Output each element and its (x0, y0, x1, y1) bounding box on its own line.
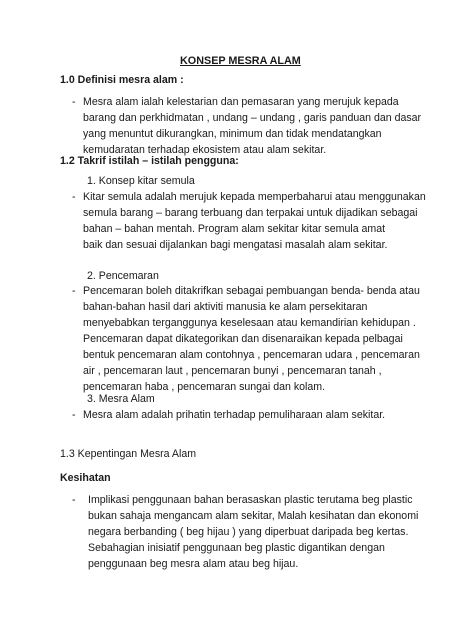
paragraph-line: bukan sahaja mengancam alam sekitar, Malah kesihatan dan ekonomi (88, 510, 419, 522)
paragraph-line: air , pencemaran laut , pencemaran bunyi , pencemaran tanah , (83, 365, 382, 377)
section-1-2-heading: 1.2 Takrif istilah – istilah pengguna: (60, 155, 239, 167)
section-1-0-heading: 1.0 Definisi mesra alam : (60, 74, 184, 86)
bullet-dash: - (72, 494, 76, 506)
bullet-dash: - (72, 409, 76, 421)
paragraph-line: Sebahagian inisiatif penggunaan beg plastic digantikan dengan (88, 542, 385, 554)
document-title: KONSEP MESRA ALAM (180, 55, 301, 67)
item-3-label: 3. Mesra Alam (87, 393, 155, 405)
paragraph-line: yang menuntut dikurangkan, minimum dan tidak mendatangkan (83, 128, 382, 140)
paragraph-line: bahan – bahan mentah. Program alam sekitar kitar semula amat (83, 223, 386, 235)
paragraph-line: Implikasi penggunaan bahan berasaskan plastic terutama beg plastic (88, 494, 413, 506)
paragraph-line: kemudaratan terhadap ekosistem atau alam sekitar. (83, 144, 327, 156)
section-subheading: Kesihatan (60, 472, 111, 484)
paragraph-line: barang dan perkhidmatan , undang – undang , garis panduan dan dasar (83, 112, 422, 124)
bullet-dash: - (72, 285, 76, 297)
paragraph-line: baik dan sesuai dijalankan bagi mengatasi masalah alam sekitar. (83, 239, 388, 251)
paragraph-line: menyebabkan terganggunya keselesaan atau kemandirian kehidupan . (83, 317, 416, 329)
paragraph-line: Pencemaran dapat dikategorikan dan disenaraikan kepada pelbagai (83, 333, 403, 345)
paragraph-line: Kitar semula adalah merujuk kepada memperbaharui atau menggunakan (83, 191, 426, 203)
item-1-label: 1. Konsep kitar semula (87, 175, 195, 187)
paragraph-line: Mesra alam adalah prihatin terhadap pemuliharaan alam sekitar. (83, 409, 386, 421)
section-1-3-heading: 1.3 Kepentingan Mesra Alam (60, 448, 197, 460)
paragraph-line: penggunaan beg mesra alam atau beg hijau. (88, 558, 299, 570)
paragraph-line: Pencemaran boleh ditakrifkan sebagai pembuangan benda- benda atau (83, 285, 420, 297)
paragraph-line: bentuk pencemaran alam contohnya , pencemaran udara , pencemaran (83, 349, 420, 361)
paragraph-line: semula barang – barang terbuang dan terpakai untuk dijadikan sebagai (83, 207, 418, 219)
bullet-dash: - (72, 191, 76, 203)
paragraph-line: pencemaran haba , pencemaran sungai dan kolam. (83, 381, 326, 393)
paragraph-line: bahan-bahan hasil dari aktiviti manusia ke alam persekitaran (83, 301, 368, 313)
paragraph-line: Mesra alam ialah kelestarian dan pemasaran yang merujuk kepada (83, 96, 399, 108)
bullet-dash: - (72, 96, 76, 108)
paragraph-line: negara berbanding ( beg hijau ) yang diperbuat daripada beg kertas. (88, 526, 409, 538)
item-2-label: 2. Pencemaran (87, 270, 159, 282)
